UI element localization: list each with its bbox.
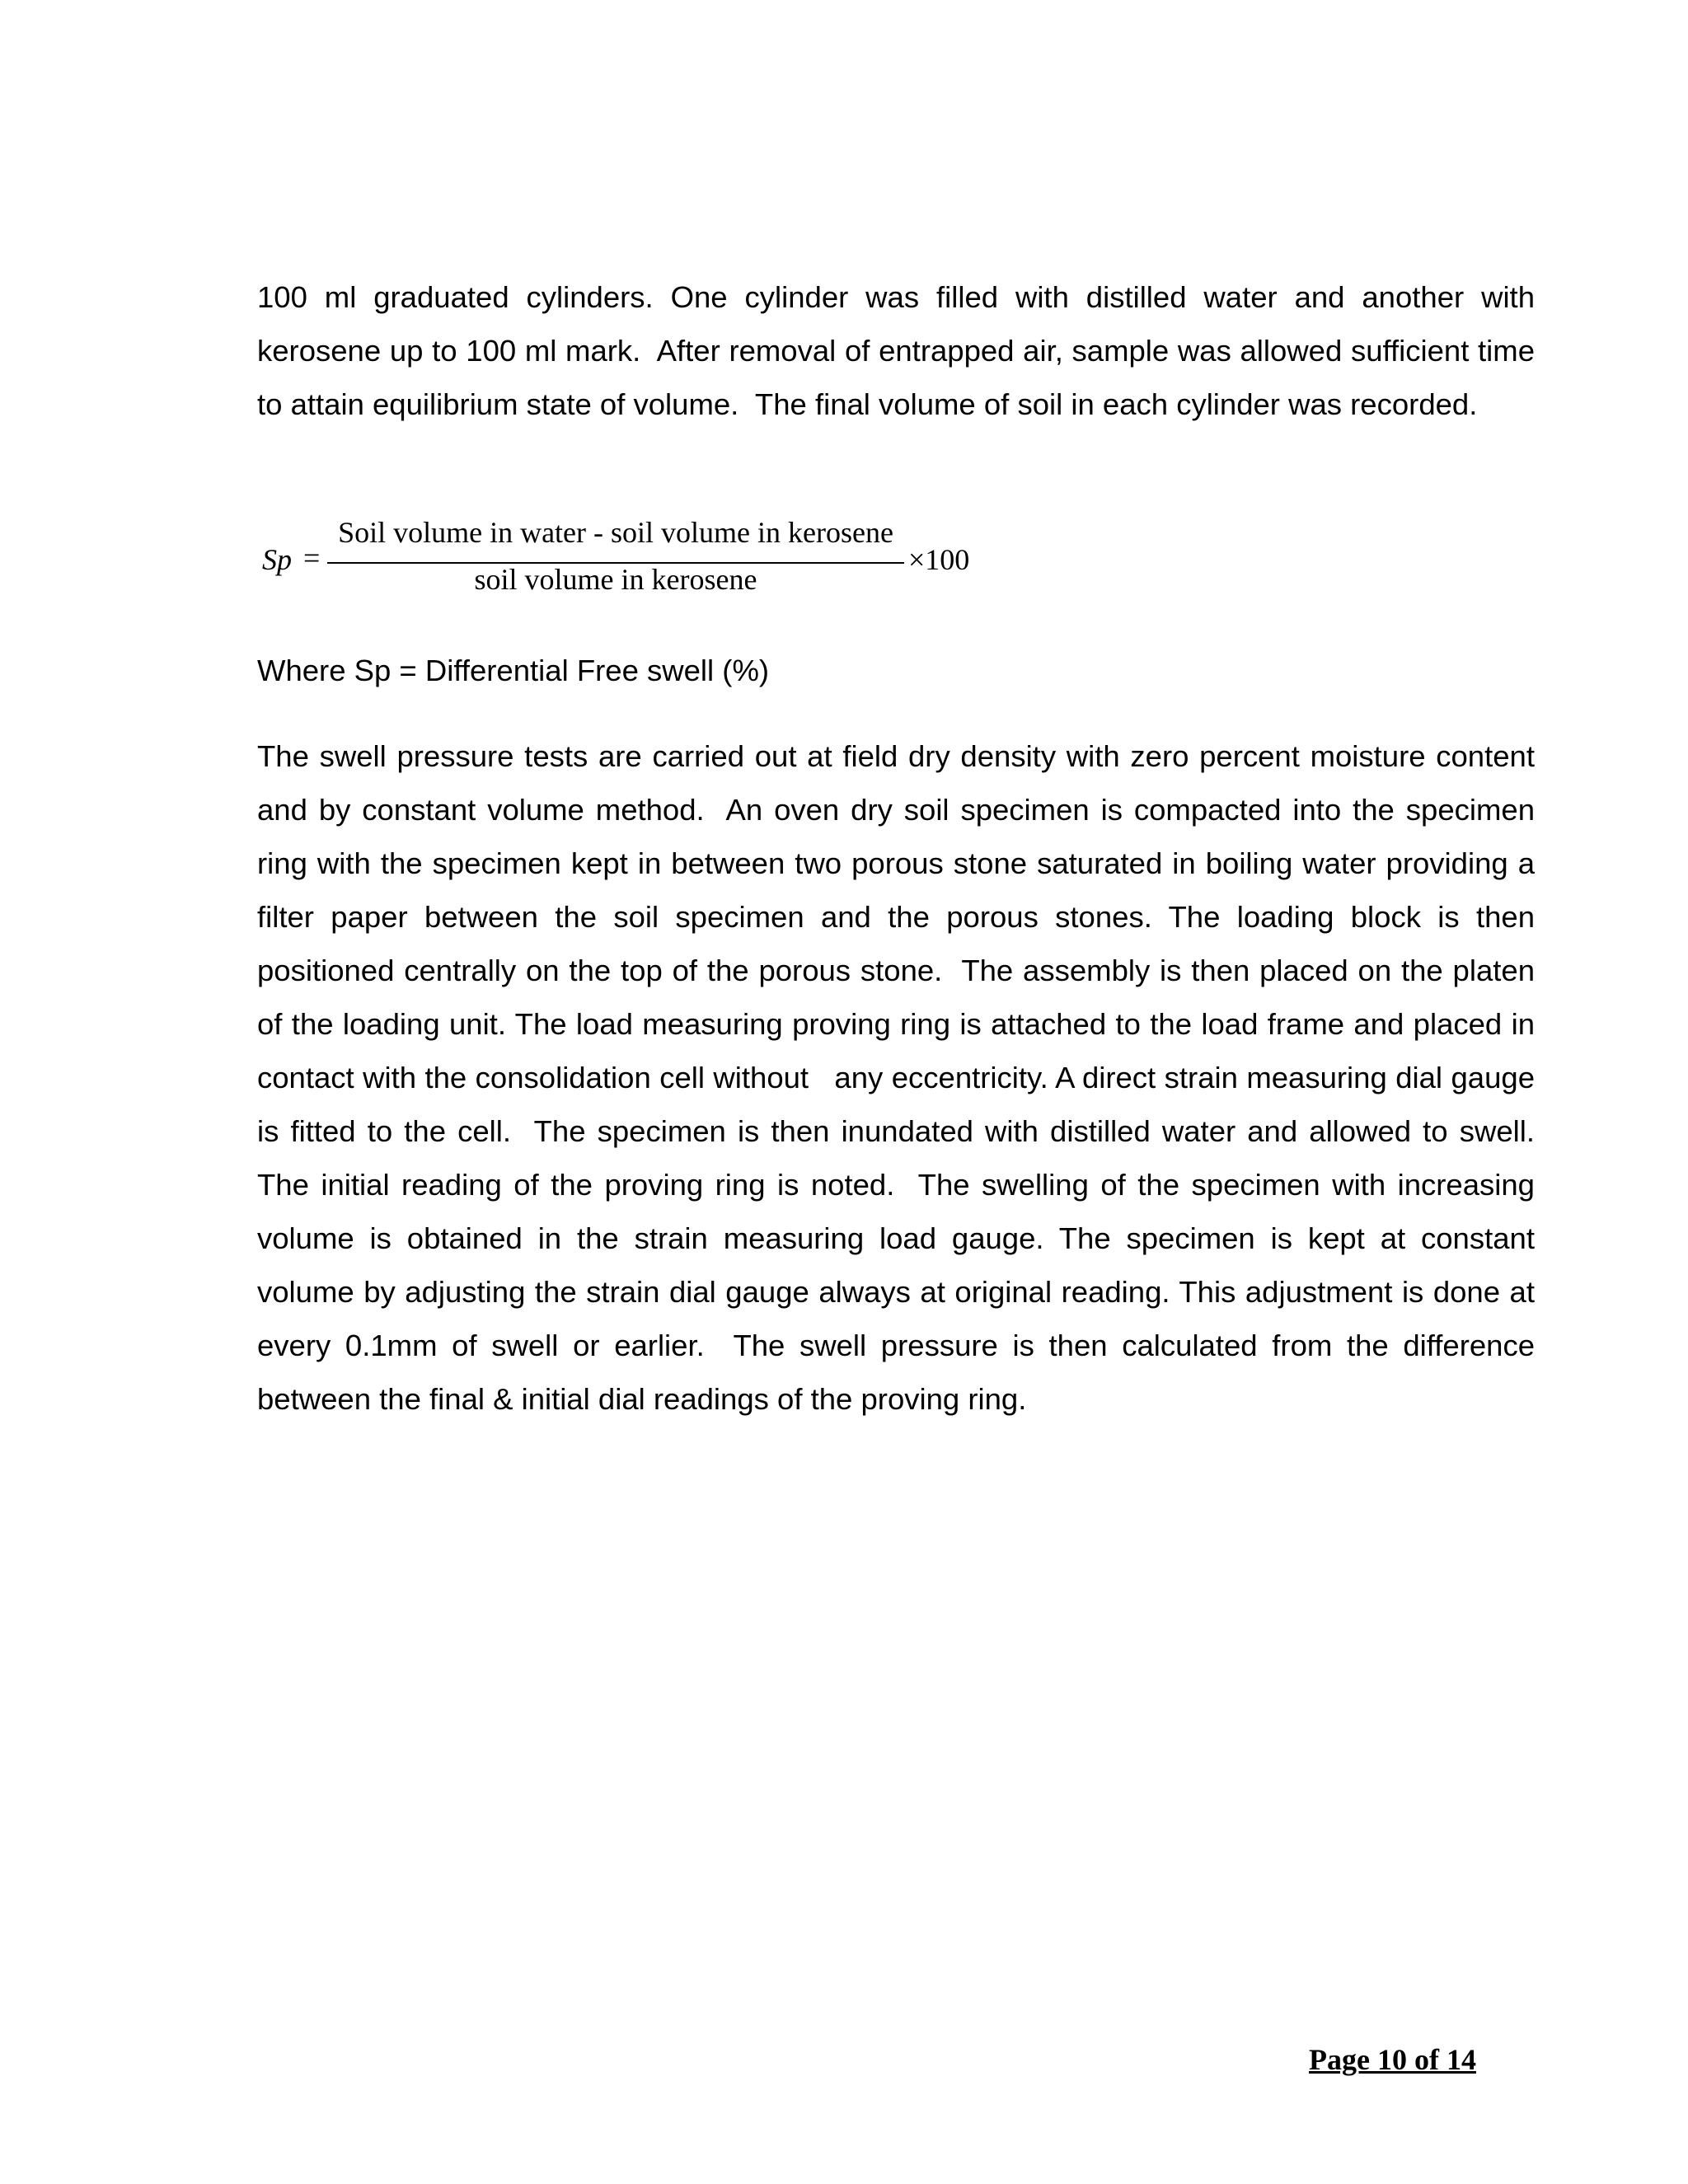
swell-pressure-paragraph: The swell pressure tests are carried out at field dry density with zero percent moisture content and by constant volume method. An oven dry soil specimen is compacted into the specimen ring with the specimen kept in between two porous stone saturated in boiling water providing a filter paper between the soil specimen and the porous stones. The loading block is then positioned centrally on the top of the porous stone. The assembly is then placed on the platen of the loading unit. The load measuring proving ring is attached to the load frame and placed in contact with the consolidation cell without any eccentricity. A direct strain measuring dial gauge is fitted to the cell. The specimen is then inundated with distilled water and allowed to swell. The initial reading of the proving ring is noted. The swelling of the specimen with increasing volume is obtained in the strain measuring load gauge. The specimen is kept at constant volume by adjusting the strain dial gauge always at original reading. This adjustment is done at every 0.1mm of swell or earlier. The swell pressure is then calculated from the difference between the final & initial dial readings of the proving ring. [257, 739, 1560, 1416]
differential-free-swell-formula [257, 516, 999, 610]
formula-denominator: soil volume in kerosene [474, 563, 757, 596]
formula-equals-sign: = [303, 541, 321, 574]
formula-numerator: Soil volume in water - soil volume in kerosene [338, 516, 893, 549]
formula-definition-line: Where Sp = Differential Free swell (%) [257, 654, 770, 687]
page-number-footer: Page 10 of 14 [1309, 2043, 1476, 2076]
intro-paragraph: 100 ml graduated cylinders. One cylinder was filled with distilled water and another with kerosene up to 100 ml mark. After removal of entrapped air, sample was allowed sufficient time to attain equilibrium state of volume. The final volume of soil in each cylinder was recorded. [257, 280, 1544, 421]
formula-multiplier: ×100 [908, 543, 970, 576]
formula-lhs: Sp [262, 543, 292, 576]
